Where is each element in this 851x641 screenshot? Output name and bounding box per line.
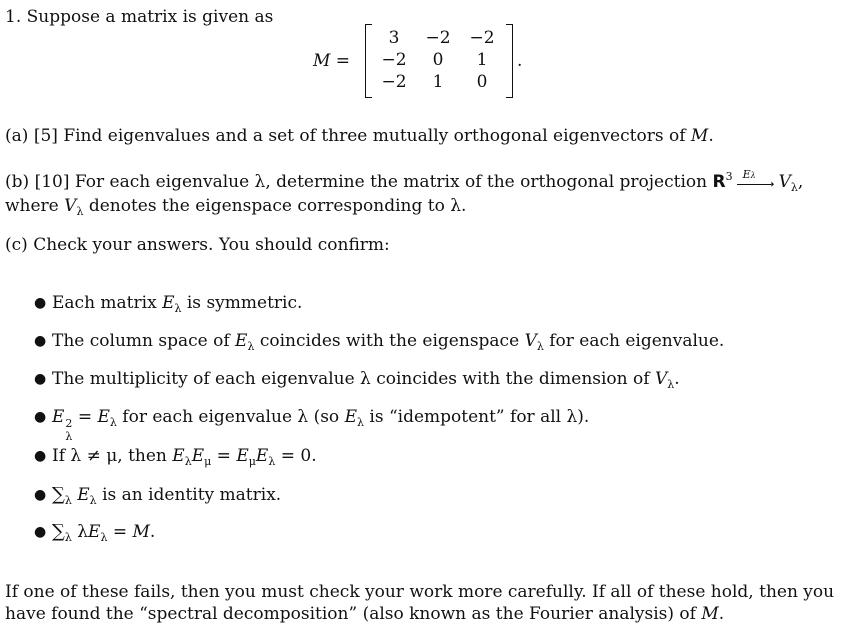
part-b: (b) [10] For each eigenvalue λ, determine the matrix of the orthogonal projection $R^3$ Eλ ➝ $V_\lambda$, where $V_\lambda$ denotes the eigenspace corresponding to λ. <box>5 167 804 218</box>
problem-statement <box>5 6 273 28</box>
matrix-label: M = <box>313 51 351 71</box>
part-a-text: Find eigenvalues and a set of three mutually orthogonal eigenvectors of <box>63 126 686 146</box>
check-item: ● The column space of $E_\lambda$ coincides with the eigenspace $V_\lambda$ for each eigenvalue. <box>34 331 725 353</box>
matrix-cell: 0 <box>476 72 488 92</box>
check-item: ● $\sum_\lambda$ $E_\lambda$ is an identity matrix. <box>34 484 282 507</box>
matrix-cell: 0 <box>432 50 444 70</box>
part-a: (a) [5] Find eigenvalues and a set of three mutually orthogonal eigenvectors of M. <box>5 126 714 146</box>
part-c-text: Check your answers. You should confirm: <box>33 235 390 255</box>
check-item: ● The multiplicity of each eigenvalue λ coincides with the dimension of $V_\lambda$. <box>34 369 680 391</box>
check-item: ● Each matrix $E_\lambda$ is symmetric. <box>34 293 303 315</box>
problem-number: 1. <box>5 7 22 27</box>
check-item: ● E 2 λ = $E_\lambda$ for each eigenvalue λ (so $E_\lambda$ is “idempotent” for all λ). <box>34 407 590 443</box>
matrix-period: . <box>517 51 523 71</box>
part-c-label: (c) <box>5 235 28 255</box>
matrix-cell: −2 <box>381 50 407 70</box>
problem-intro: Suppose a matrix is given as <box>26 7 274 27</box>
matrix-cell: 3 <box>388 28 400 48</box>
projection-arrow: Eλ ➝ <box>737 175 775 191</box>
check-item: ● $\sum_\lambda$ $\lambda E_\lambda = M$. <box>34 521 156 544</box>
closing-paragraph: If one of these fails, then you must check your work more carefully. If all of these hold, then you have found the “spectral decomposition” (also known as the Fourier analysis) of M. <box>5 582 835 624</box>
part-b-text: For each eigenvalue λ, determine the matrix of the orthogonal projection <box>74 172 708 192</box>
part-c <box>5 234 390 256</box>
part-b-points: [10] <box>34 172 70 192</box>
matrix-cell: −2 <box>381 72 407 92</box>
right-bracket <box>506 24 513 98</box>
part-b-label: (b) <box>5 172 30 192</box>
matrix-cell: −2 <box>469 28 495 48</box>
check-item: ● If λ ≠ μ, then $E_\lambda E_\mu = E_\mu E_\lambda = 0$. <box>34 446 317 468</box>
part-a-points: [5] <box>33 126 58 146</box>
matrix-cell: −2 <box>425 28 451 48</box>
part-a-label: (a) <box>5 126 29 146</box>
matrix-cell: 1 <box>476 50 488 70</box>
matrix-cell: 1 <box>432 72 444 92</box>
left-bracket <box>365 24 372 98</box>
matrix-m <box>365 24 513 98</box>
